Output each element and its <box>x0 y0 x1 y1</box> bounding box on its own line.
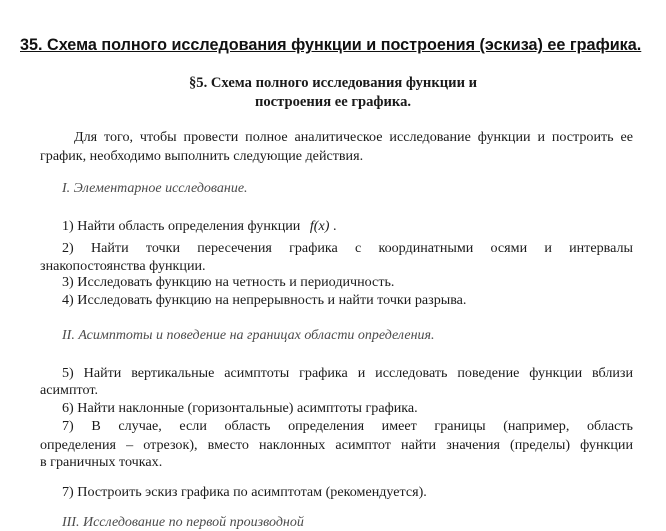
step-7-line-1: 7) В случае, если область определения имеет границы (например, область <box>62 418 633 434</box>
step-1-text: 1) Найти область определения функции <box>62 218 301 234</box>
step-1-end: . <box>332 218 337 234</box>
page-heading: 35. Схема полного исследования функции и построения (эскиза) ее графика. <box>20 36 642 54</box>
step-5-line-1: 5) Найти вертикальные асимптоты графика и исследовать поведение функции вблизи <box>62 365 633 381</box>
section-title <box>0 74 666 112</box>
section-title-line-2: построения ее графика. <box>254 94 412 110</box>
step-3: 3) Исследовать функцию на четность и периодичность. <box>62 274 395 290</box>
step-6: 6) Найти наклонные (горизонтальные) асимптоты графика. <box>62 400 418 416</box>
section-title-line-1: §5. Схема полного исследования функции и <box>188 75 478 91</box>
step-1 <box>62 218 337 235</box>
step-2-line-1: 2) Найти точки пересечения графика с координатными осями и интервалы <box>62 240 633 256</box>
step-2-line-2: знакопостоянства функции. <box>40 258 206 274</box>
intro-paragraph: Для того, чтобы провести полное аналитическое исследование функции и построить ее график, необходимо выполнить следующие действия. <box>40 129 633 164</box>
step-5-line-2: асимптот. <box>40 382 98 398</box>
step-7-line-3: в граничных точках. <box>40 454 163 470</box>
step-7-line-2: определения – отрезок), вместо наклонных асимптот найти значения (пределы) функции <box>40 437 633 453</box>
part-3-title: III. Исследование по первой производной <box>62 515 304 530</box>
step-4: 4) Исследовать функцию на непрерывность и найти точки разрыва. <box>62 292 467 308</box>
part-2-title: II. Асимптоты и поведение на границах области определения. <box>62 328 435 343</box>
part-1-title: I. Элементарное исследование. <box>62 181 248 196</box>
step-1-formula: f(x) <box>309 218 330 234</box>
step-7-sketch: 7) Построить эскиз графика по асимптотам (рекомендуется). <box>62 484 427 500</box>
